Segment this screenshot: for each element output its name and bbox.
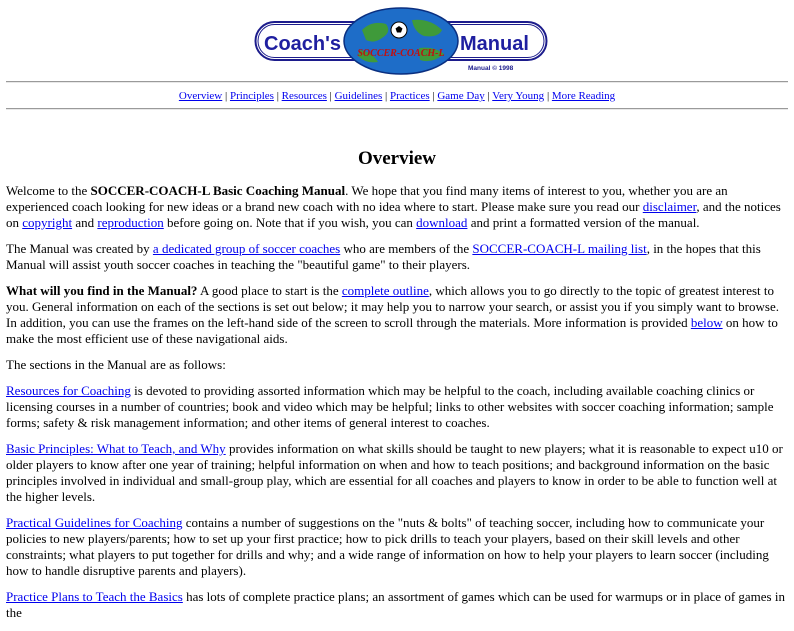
nav-separator: | — [222, 90, 230, 102]
text: and — [72, 215, 98, 230]
basic-principles-link[interactable]: Basic Principles: What to Teach, and Why — [6, 441, 226, 456]
page-title: Overview — [357, 148, 437, 169]
manual-name-bold: SOCCER-COACH-L Basic Coaching Manual — [90, 183, 346, 198]
nav-practices-link[interactable]: Practices — [389, 90, 430, 102]
resources-for-coaching-link[interactable]: Resources for Coaching — [6, 383, 131, 398]
coachs-manual-banner — [254, 8, 548, 74]
section-description: provides information on what skills should be taught to new players; what it is reasonable to expect u10 or older players to know after one year of training; helpful information on when and how to teach positions; and background information on the basic principles involved in individual and small-group play, which are essential for all coaches and players to know in order to be able to function well at the higher levels. — [6, 441, 783, 504]
nav-more-reading-link[interactable]: More Reading — [551, 90, 616, 102]
practical-guidelines-link[interactable]: Practical Guidelines for Coaching — [6, 515, 183, 530]
nav-guidelines-link[interactable]: Guidelines — [334, 90, 383, 102]
text: and print a formatted version of the manual. — [467, 215, 700, 230]
text: , in the hopes that this Manual will assist youth soccer coaches in teaching the "beautiful game" to their players. — [6, 241, 761, 272]
coaches-group-link[interactable]: a dedicated group of soccer coaches — [152, 241, 341, 256]
reproduction-link[interactable]: reproduction — [97, 215, 164, 230]
banner-coachs-text: Coach's — [264, 33, 342, 55]
section-description: contains a number of suggestions on the "nuts & bolts" of teaching soccer, including how to communicate your policies to new players/parents; how to set up your first practice; how to pick drills to teach your players, based on their skill levels and other constraints; what players to put together for drills and why; and a wide range of information on how to help your players to learn soccer (including how to handle disruptive parents and players). — [6, 515, 769, 578]
text: on how to make the most efficient use of these navigational aids. — [6, 315, 778, 346]
nav-bar — [0, 89, 794, 103]
nav-separator: | — [382, 90, 390, 102]
download-link[interactable]: download — [416, 215, 468, 230]
disclaimer-link[interactable]: disclaimer — [642, 199, 697, 214]
copyright-link[interactable]: copyright — [22, 215, 73, 230]
section-resources — [6, 383, 788, 431]
nav-overview-link[interactable]: Overview — [178, 90, 223, 102]
section-principles — [6, 441, 788, 505]
nav-separator: | — [326, 90, 335, 102]
section-guidelines — [6, 515, 788, 579]
text: before going on. Note that if you wish, you can — [163, 215, 417, 230]
below-link[interactable]: below — [690, 315, 723, 330]
mailing-list-link[interactable]: SOCCER-COACH-L mailing list — [472, 241, 647, 256]
banner-copyright-text: Manual © 1998 — [468, 65, 514, 72]
text: Welcome to the — [6, 183, 91, 198]
nav-separator: | — [484, 90, 493, 102]
banner-curved-text: SOCCER-COACH-L — [357, 48, 445, 59]
text: , which allows you to go directly to the topic of greatest interest to you. General information on each of the sections is set out below; it may help you to narrow your search, or assist you if you simply want to browse. In addition, you can use the frames on the left-hand side of the screen to scroll through the materials. More information is provided — [6, 283, 779, 330]
banner-manual-text: Manual — [460, 33, 529, 55]
practice-plans-link[interactable]: Practice Plans to Teach the Basics — [6, 589, 183, 604]
main-content — [6, 183, 788, 631]
section-description: has lots of complete practice plans; an assortment of games which can be used for warmups or in place of games in the — [6, 589, 785, 620]
nav-game-day-link[interactable]: Game Day — [437, 90, 485, 102]
nav-separator: | — [429, 90, 438, 102]
intro-paragraph — [6, 183, 788, 231]
nav-resources-link[interactable]: Resources — [281, 90, 327, 102]
text: . We hope that you find many items of interest to you, whether you are an experienced coach looking for new ideas or a brand new coach with no idea where to start. Please make sure you read our — [6, 183, 728, 214]
creators-paragraph — [6, 241, 788, 273]
sections-intro: The sections in the Manual are as follows: — [6, 357, 226, 372]
section-practice-plans — [6, 589, 788, 621]
text: A good place to start is the — [197, 283, 342, 298]
text: The Manual was created by — [6, 241, 153, 256]
nav-separator: | — [273, 90, 282, 102]
section-description: is devoted to providing assorted information which may be helpful to the coach, including available coaching clinics or licensing courses in a number of countries; book and video which may be helpful; links to other websites with soccer coaching information; sample forms; safety & risk management information; and other items of general interest to coaches. — [6, 383, 774, 430]
nav-divider — [6, 108, 788, 110]
what-to-find-paragraph — [6, 283, 788, 347]
globe-logo-icon — [344, 8, 458, 74]
what-to-find-heading: What will you find in the Manual? — [6, 283, 198, 298]
text: , and the notices on — [6, 199, 781, 230]
top-divider — [6, 81, 788, 83]
nav-very-young-link[interactable]: Very Young — [492, 90, 545, 102]
nav-separator: | — [544, 90, 552, 102]
text: who are members of the — [340, 241, 473, 256]
complete-outline-link[interactable]: complete outline — [341, 283, 429, 298]
nav-principles-link[interactable]: Principles — [229, 90, 274, 102]
